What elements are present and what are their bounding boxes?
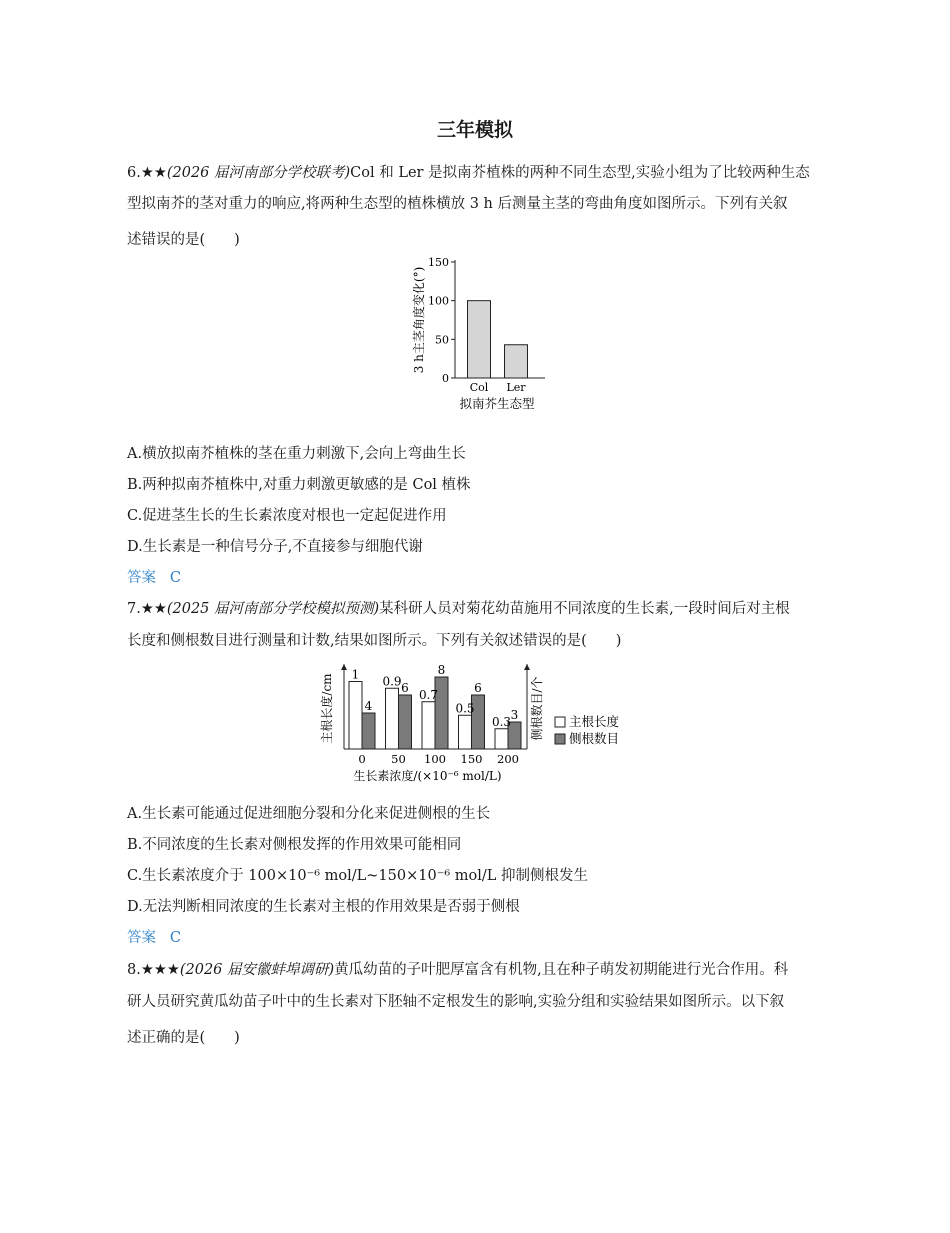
- data-label-lateral-root: 6: [401, 681, 409, 695]
- data-label-lateral-root: 8: [437, 663, 446, 677]
- question-7-line-2: 长度和侧根数目进行测量和计数,结果如图所示。下列有关叙述错误的是( ): [127, 633, 622, 649]
- bar-main-root-150: [459, 715, 472, 749]
- question-text: 某科研人员对菊花幼苗施用不同浓度的生长素,一段时间后对主根: [379, 601, 790, 617]
- option-7d: D.无法判断相同浓度的生长素对主根的作用效果是否弱于侧根: [127, 899, 520, 915]
- left-axis-arrow: [341, 664, 347, 670]
- question-source: (2026 届河南部分学校联考): [166, 165, 351, 181]
- legend-swatch-lateral-root: [555, 734, 565, 744]
- right-y-axis-label: 侧根数目/个: [530, 676, 544, 741]
- y-axis-label: 3 h主茎角度变化(°): [412, 266, 426, 374]
- y-tick-label: 50: [435, 333, 449, 347]
- x-tick-label: 0: [358, 752, 366, 766]
- data-label-main-root: 1: [351, 667, 360, 682]
- option-6b: B.两种拟南芥植株中,对重力刺激更敏感的是 Col 植株: [127, 477, 471, 493]
- x-tick-label: 150: [460, 752, 483, 766]
- left-y-axis-label: 主根长度/cm: [320, 673, 334, 744]
- question-6-line-1: [127, 161, 810, 182]
- bar-main-root-50: [386, 688, 399, 749]
- chart-root-growth: [318, 658, 638, 786]
- option-6c: C.促进茎生长的生长素浓度对根也一定起促进作用: [127, 508, 447, 524]
- option-7a: A.生长素可能通过促进细胞分裂和分化来促进侧根的生长: [127, 806, 491, 822]
- data-label-main-root: 0.9: [382, 674, 402, 689]
- question-text: 黄瓜幼苗的子叶肥厚富含有机物,且在种子萌发初期能进行光合作用。科: [334, 962, 789, 978]
- data-label-main-root: 0.7: [418, 687, 439, 702]
- bar-main-root-0: [349, 682, 362, 750]
- answer-label: 答案: [127, 570, 156, 586]
- x-tick-label: 200: [497, 752, 519, 766]
- legend-swatch-main-root: [555, 717, 565, 727]
- x-tick-label: Ler: [506, 381, 526, 394]
- question-number: 8.: [127, 962, 141, 978]
- option-7b: B.不同浓度的生长素对侧根发挥的作用效果可能相同: [127, 837, 462, 853]
- question-source: (2025 届河南部分学校模拟预测): [166, 601, 380, 617]
- question-7-line-1: [127, 597, 790, 618]
- answer-6: [127, 566, 181, 587]
- legend-label-main-root: 主根长度: [569, 714, 620, 729]
- question-6-line-3: 述错误的是( ): [127, 232, 240, 248]
- question-text: Col 和 Ler 是拟南芥植株的两种不同生态型,实验小组为了比较两种生态: [350, 165, 810, 181]
- question-number: 6.: [127, 165, 141, 181]
- difficulty-stars: ★★★: [140, 962, 180, 978]
- y-tick-label: 0: [442, 372, 449, 385]
- bar-main-root-200: [495, 729, 508, 749]
- x-tick-label: Col: [469, 381, 489, 394]
- question-8-line-3: 述正确的是( ): [127, 1030, 240, 1046]
- bar-lateral-root-0: [362, 713, 375, 749]
- data-label-lateral-root: 3: [510, 708, 519, 722]
- data-label-lateral-root: 4: [364, 699, 373, 713]
- data-label-main-root: 0.5: [455, 701, 475, 716]
- difficulty-stars: ★★: [140, 165, 167, 181]
- question-number: 7.: [127, 601, 141, 617]
- option-6a: A.横放拟南芥植株的茎在重力刺激下,会向上弯曲生长: [127, 446, 466, 462]
- data-label-lateral-root: 6: [474, 681, 482, 695]
- option-7c: C.生长素浓度介于 100×10⁻⁶ mol/L~150×10⁻⁶ mol/L 抑制侧根发生: [127, 868, 589, 884]
- question-8-line-1: [127, 958, 788, 979]
- answer-7: [127, 926, 181, 947]
- legend-label-lateral-root: 侧根数目: [569, 731, 620, 746]
- x-tick-label: 100: [424, 752, 446, 766]
- bar-main-root-100: [422, 702, 435, 749]
- right-axis-arrow: [524, 664, 530, 670]
- answer-value: C: [169, 570, 181, 586]
- bar-lateral-root-50: [399, 695, 412, 749]
- answer-label: 答案: [127, 930, 156, 946]
- x-tick-label: 50: [391, 752, 406, 766]
- question-source: (2026 届安徽蚌埠调研): [179, 962, 335, 978]
- answer-value: C: [169, 930, 181, 946]
- y-tick-label: 150: [428, 256, 449, 269]
- chart-bending-angle: [405, 252, 555, 414]
- question-6-line-2: 型拟南芥的茎对重力的响应,将两种生态型的植株横放 3 h 后测量主茎的弯曲角度如图所示。下列有关叙: [127, 196, 788, 212]
- question-8-line-2: 研人员研究黄瓜幼苗子叶中的生长素对下胚轴不定根发生的影响,实验分组和实验结果如图所示。以下叙: [127, 994, 785, 1010]
- difficulty-stars: ★★: [140, 601, 167, 617]
- bar-col: [468, 301, 491, 378]
- data-label-main-root: 0.3: [491, 714, 512, 729]
- y-tick-label: 100: [428, 294, 449, 308]
- page-title: 三年模拟: [436, 119, 513, 141]
- option-6d: D.生长素是一种信号分子,不直接参与细胞代谢: [127, 539, 423, 555]
- x-axis-label: 拟南芥生态型: [459, 396, 535, 411]
- x-axis-label: 生长素浓度/(×10⁻⁶ mol/L): [353, 769, 502, 783]
- bar-ler: [505, 345, 528, 378]
